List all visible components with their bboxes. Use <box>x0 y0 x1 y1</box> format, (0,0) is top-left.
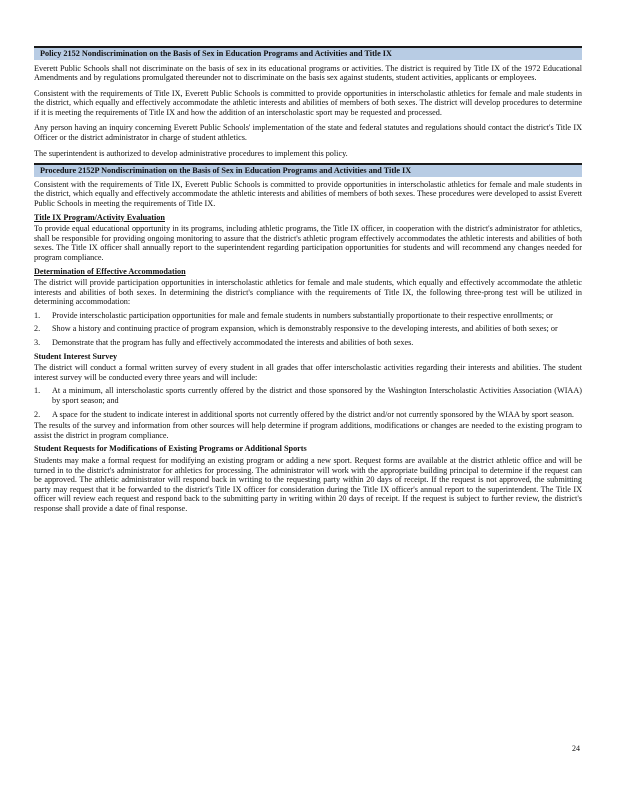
list-item: 2. A space for the student to indicate interest in additional sports not currently offered by the district and/or not currently sponsored by the WIAA by sport season. <box>34 409 574 419</box>
section-text-evaluation: To provide equal educational opportunity in its programs, including athletic programs, the Title IX officer, in cooperation with the district's administrator for athletics, shall be responsible for providing ongoing monitoring to assure that the district's athletic program effectively accommodates the athletic interests and abilities of both sexes. The Title IX officer shall annually report to the superintendent regarding participation opportunities for students and will recommend any changes needed for program compliance. <box>34 224 582 262</box>
policy-paragraph: Any person having an inquiry concerning Everett Public Schools' implementation of the state and federal statutes and regulations should contact the district's Title IX Officer or the district administrator in charge of student athletics. <box>34 123 582 143</box>
list-item: 1. At a minimum, all interscholastic sports currently offered by the district and those sponsored by the Washington Interscholastic Activities Association (WIAA) by sport season; and <box>34 386 582 406</box>
list-item: 3. Demonstrate that the program has fully and effectively accommodated the interests and abilities of both sexes. <box>34 338 414 348</box>
section-text-accommodation: The district will provide participation opportunities in interscholastic athletics for female and male students, which equally and effectively accommodate the athletic interests and abilities of both sexes. In determining the district's compliance with the requirements of Title IX, the following three-prong test will be utilized in determining accommodation: <box>34 278 582 307</box>
section-text-survey: The district will conduct a formal written survey of every student in all grades that offer interscholastic activities regarding their interests and abilities. The student interest survey will be conducted every three years and will include: <box>34 363 582 382</box>
list-item: 1. Provide interscholastic participation opportunities for male and female students in numbers substantially proportionate to their respective enrollments; or <box>34 310 553 320</box>
procedure-intro: Consistent with the requirements of Title IX, Everett Public Schools is committed to provide opportunities in interscholastic athletics for female and male students in the district, which equally and effectively accommodate the athletic interests and abilities of members of both sexes. These procedures were developed to assist Everett Public Schools in meeting the requirements of Title IX. <box>34 179 582 208</box>
policy-paragraph: Consistent with the requirements of Title IX, Everett Public Schools is committed to provide opportunities in interscholastic athletics for female and male students in the district, which equally and effectively accommodate the athletic interests and abilities of members of both sexes. The district will develop procedures to determine if it is meeting the requirements of Title IX and how the addition of an interscholastic sport may be requested and processed. <box>34 88 582 117</box>
section-heading-evaluation: Title IX Program/Activity Evaluation <box>34 212 165 222</box>
policy-paragraph: Everett Public Schools shall not discriminate on the basis of sex in its educational programs or activities. The district is required by Title IX of the 1972 Educational Amendments and by regulations promulgated thereunder not to discriminate on the basis sex against students, student activities, applicants or employees. <box>34 63 582 83</box>
list-item: 2. Show a history and continuing practice of program expansion, which is demonstrably responsive to the developing interests, and abilities of both sexes; or <box>34 324 558 334</box>
section-text-requests: Students may make a formal request for modifying an existing program or adding a new sport. Request forms are available at the district athletic office and will be turned in to the district's administrator for athletics for processing. The administrator will work with the appropriate building principal to determine if the request can be approved. The athletic administrator will respond back in writing to the requesting party within 20 days of receipt. If the request is not approved, the submitting party may request that it be forwarded to the district's Title IX officer for consideration during the Title IX officer's annual report to the superintendent. The Title IX officer will review each request and respond back to the submitting party in writing within 20 days of receipt. If the request is subject to further review, the district's response shall provide a date of final response. <box>34 456 582 513</box>
procedure-header: Procedure 2152P Nondiscrimination on the Basis of Sex in Education Programs and Activities and Title IX <box>34 163 582 177</box>
survey-list <box>34 386 582 419</box>
section-heading-accommodation: Determination of Effective Accommodation <box>34 266 186 276</box>
policy-header: Policy 2152 Nondiscrimination on the Basis of Sex in Education Programs and Activities and Title IX <box>34 46 582 60</box>
accommodation-list <box>34 311 582 348</box>
policy-paragraph: The superintendent is authorized to develop administrative procedures to implement this policy. <box>34 148 348 158</box>
section-heading-requests: Student Requests for Modifications of Existing Programs or Additional Sports <box>34 444 307 454</box>
section-closing-survey: The results of the survey and information from other sources will help determine if program additions, modifications or changes are needed to the existing program to assist the district in program compliance. <box>34 421 582 440</box>
page-number: 24 <box>572 744 580 753</box>
document-page <box>34 46 582 514</box>
section-heading-survey: Student Interest Survey <box>34 351 118 361</box>
